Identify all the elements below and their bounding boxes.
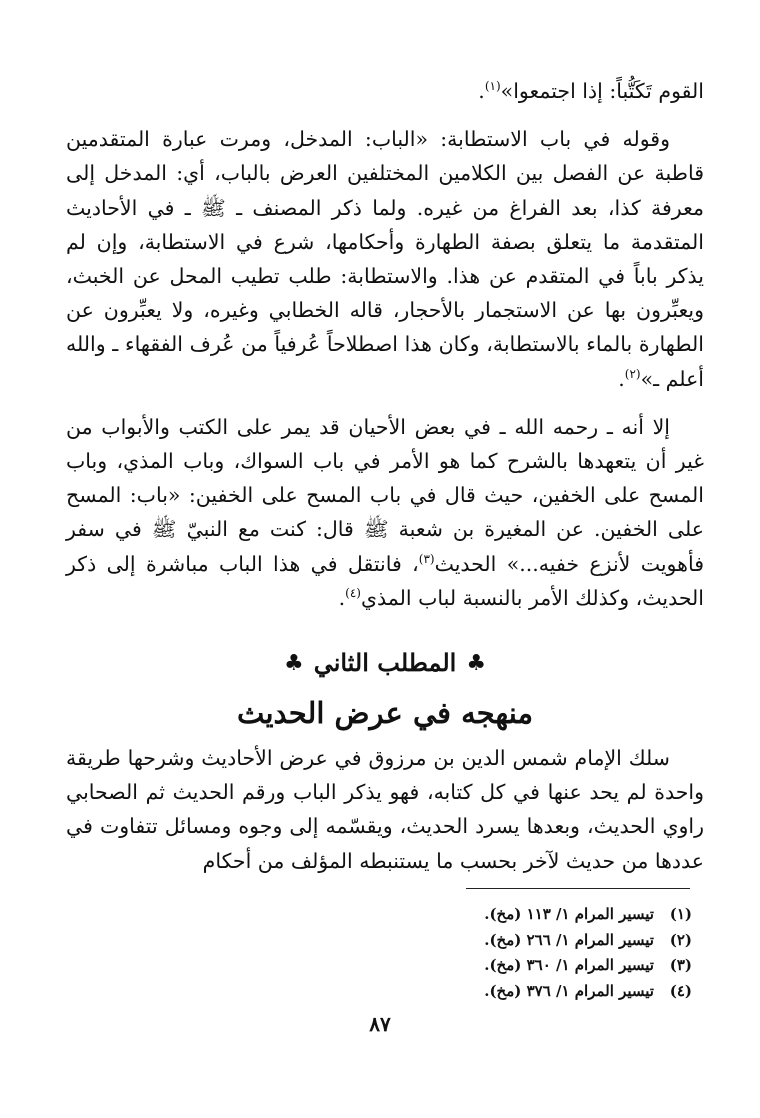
tree-ornament-icon: ♣ xyxy=(466,650,487,677)
paragraph-method: سلك الإمام شمس الدين بن مرزوق في عرض الأحاديث وشرحها طريقة واحدة لم يحد عنها في كل كتابه، فهو يذكر الباب ورقم الحديث ثم الصحابي راوي الحديث، وبعدها يسرد الحديث، ويقسّمه إلى وجوه ومسائل تتفاوت في عددها من حديث لآخر بحسب ما يستنبطه المؤلف من أحكام xyxy=(66,746,704,873)
footnote-ref-4: (٤) xyxy=(345,586,361,601)
paragraph-skipped-chapters: إلا أنه ـ رحمه الله ـ في بعض الأحيان قد يمر على الكتب والأبواب من غير أن يتعهدها بالشرح كما هو الأمر في باب السواك، وباب المذي، وباب المسح على الخفين، حيث قال في باب المسح على الخفين: «باب: المسح على الخفين. عن المغيرة بن شعبة ﷺ قال: كنت مع النبيّ ﷺ في سفر فأهويت لأنزع خفيه...» الحديث$^{(٣)}$، فانتقل في هذا الباب مباشرة إلى ذكر الحديث، وكذلك الأمر بالنسبة لباب المذي$^{(٤)}$. xyxy=(66,414,704,610)
paragraph-continuation: القوم تَكَتُّباً: إذا اجتمعوا»$^{(١)}$. xyxy=(478,79,704,103)
footnote-ref-3: (٣) xyxy=(418,551,435,566)
paragraph-istitaba: وقوله في باب الاستطابة: «الباب: المدخل، ومرت عبارة المتقدمين قاطبة عن الفصل بين الكلامين المختلفين العرض بالباب، أي: المدخل إلى معرفة كذا، بعد الفراغ من غيره. ولما ذكر المصنف ـ ﷺ ـ في الأحاديث المتقدمة ما يتعلق بصفة الطهارة وأحكامها، شرع في الاستطابة، وإن لم يذكر باباً في المتقدم عن هذا. والاستطابة: طلب تطيب المحل عن الخبث، ويعبِّرون بها عن الاستجمار بالأحجار، قاله الخطابي وغيره، ولا يعبِّرون عن الطهارة بالماء بالاستطابة، وكان هذا اصطلاحاً عُرفياً من عُرف الفقهاء ـ والله أعلم ـ»$^{(٢)}$. xyxy=(66,127,704,391)
footnote-ref-2: (٢) xyxy=(624,366,641,381)
footnote-divider xyxy=(466,888,690,889)
main-text xyxy=(66,74,704,878)
footnote-item: (٤) تيسير المرام ١/ ٣٧٦ (مخ). xyxy=(484,981,692,1000)
footnote-item: (٢) تيسير المرام ١/ ٢٦٦ (مخ). xyxy=(484,930,692,949)
footnote-ref-1: (١) xyxy=(484,79,501,94)
footnote-item: (٣) تيسير المرام ١/ ٣٦٠ (مخ). xyxy=(484,956,692,975)
section-title: ♣ المطلب الثاني ♣ xyxy=(283,647,487,677)
section-subtitle: منهجه في عرض الحديث xyxy=(237,696,533,731)
footnote-item: (١) تيسير المرام ١/ ١١٣ (مخ). xyxy=(484,905,692,923)
tree-ornament-icon: ♣ xyxy=(283,650,304,677)
page-number: ٨٧ xyxy=(369,1012,391,1036)
footnotes xyxy=(66,902,692,1004)
